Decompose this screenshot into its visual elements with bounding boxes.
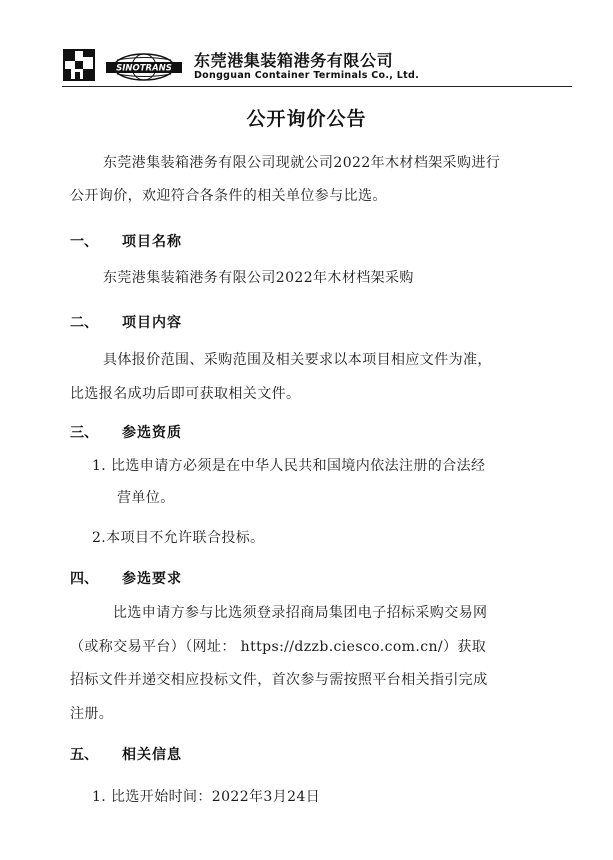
document-title: 公开询价公告 xyxy=(246,108,367,130)
section-number: 三、 xyxy=(70,425,98,441)
section-title: 相关信息 xyxy=(122,747,182,763)
section-title: 参选要求 xyxy=(122,571,182,587)
intro-line: 公开询价，欢迎符合各条件的相关单位参与比选。 xyxy=(70,188,387,204)
section-body-line: （或称交易平台）（网址： https://dzzb.ciesco.com.cn/）获取 xyxy=(70,639,487,655)
section-body-line: 比选申请方参与比选须登录招商局集团电子招标采购交易网 xyxy=(113,605,488,621)
qualification-item: 1. 比选申请方必须是在中华人民共和国境内依法注册的合法经 xyxy=(92,458,486,474)
section-body-line: 注册。 xyxy=(70,706,114,722)
section-heading xyxy=(70,232,182,252)
section-title: 项目名称 xyxy=(122,234,182,250)
letterhead xyxy=(62,48,562,90)
section-number: 五、 xyxy=(70,747,98,763)
company-name-en: Dongguan Container Terminals Co., Ltd. xyxy=(194,70,420,81)
section-number: 二、 xyxy=(70,315,98,331)
info-item: 1. 比选开始时间：2022年3月24日 xyxy=(92,789,321,805)
qualification-item: 2.本项目不允许联合投标。 xyxy=(92,530,265,546)
sinotrans-globe-logo-icon xyxy=(102,52,186,82)
section-number: 四、 xyxy=(70,571,98,587)
section-body-line: 比选报名成功后即可获取相关文件。 xyxy=(70,386,301,402)
section-body-line: 东莞港集装箱港务有限公司2022年木材档架采购 xyxy=(103,270,414,286)
section-heading xyxy=(70,569,182,589)
brand-text: SINOTRANS xyxy=(116,63,172,74)
section-body-line: 具体报价范围、采购范围及相关要求以本项目相应文件为准， xyxy=(103,352,492,368)
section-number: 一、 xyxy=(70,234,98,250)
section-heading xyxy=(70,745,182,765)
qualification-item-continued: 营单位。 xyxy=(117,490,175,506)
company-logo-icon xyxy=(62,48,96,82)
section-heading xyxy=(70,423,182,443)
section-title: 参选资质 xyxy=(122,425,182,441)
company-name-cn: 东莞港集装箱港务有限公司 xyxy=(194,51,394,70)
intro-line: 东莞港集装箱港务有限公司现就公司2022年木材档架采购进行 xyxy=(103,155,501,171)
section-title: 项目内容 xyxy=(122,315,182,331)
section-heading xyxy=(70,313,182,333)
section-body-line: 招标文件并递交相应投标文件，首次参与需按照平台相关指引完成 xyxy=(70,672,488,688)
letterhead-divider xyxy=(62,86,572,87)
